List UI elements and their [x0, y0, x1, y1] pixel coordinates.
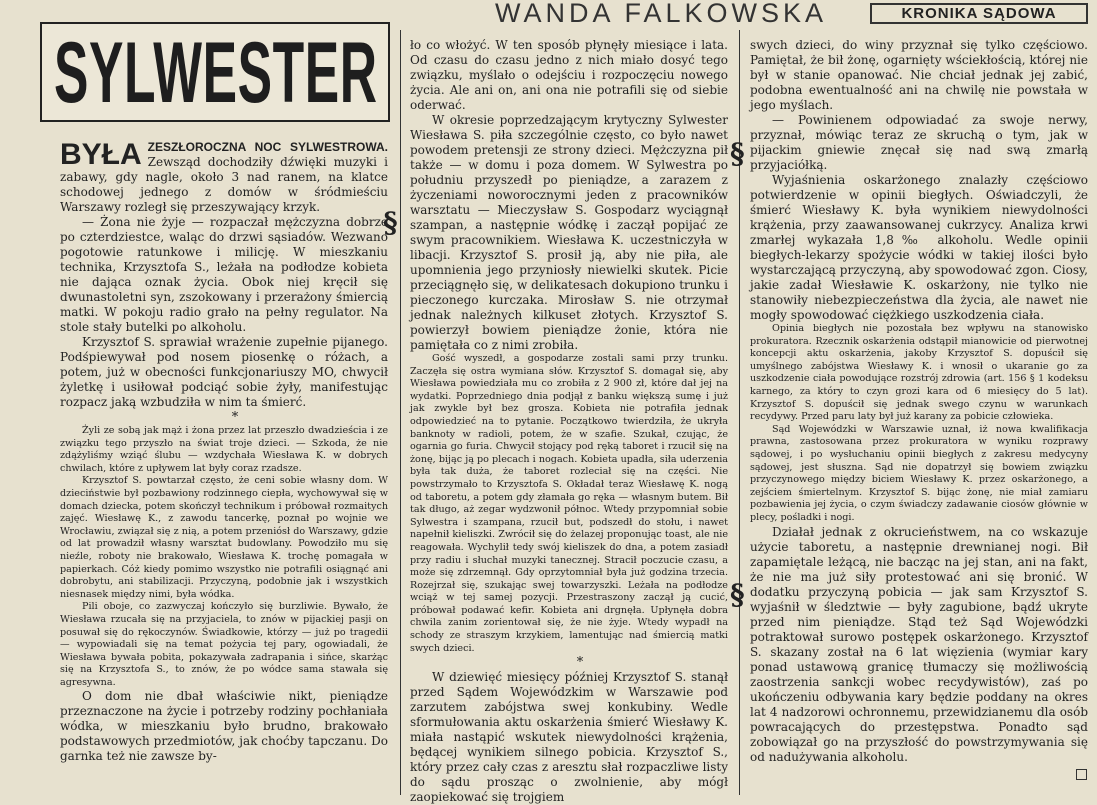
paragraph-small: Sąd Wojewódzki w Warszawie uznał, iż nowa kwalifikacja prawna, zastosowana przez prokuratora w wyniku rozprawy sądowej, i po wysłuchaniu opinii biegłych z zakresu medycyny sądowej, jest słuszna. Sąd nie dopatrzył się bowiem związku przyczynowego między biciem Wiesławy K. przez oskarżonego, a zejściem śmiertelnym. Krzysztof S. bijąc żonę, nie miał zamiaru pozbawienia jej życia, o czym świadczy zadawanie ciosów głównie w plecy, pośladki i nogi.	[750, 423, 1088, 523]
section-separator: *	[576, 655, 584, 671]
paragraph: Krzysztof S. sprawiał wrażenie zupełnie pijanego. Podśpiewywał pod nosem piosenkę o różach, a potem, już w obecności funkcjonariuszy MO, chwycił żyletkę i usiłował podciąć sobie żyły, manifestując rozpacz jaką wzbudziła w nim ta śmierć.	[60, 335, 388, 409]
lead-word: BYŁA	[60, 138, 142, 171]
paragraph-sign-right-gutter-top: §	[730, 137, 745, 170]
author-byline: WANDA FALKOWSKA	[495, 0, 828, 28]
paragraph: W okresie poprzedzającym krytyczny Sylwester Wiesława S. piła szczególnie często, co było nawet powodem pretensji ze strony dzieci. Mężczyzna pił także — w domu i poza domem. W Sylwestra po południu przyszedł po pieniądze, a zarazem z życzeniami noworocznymi jeden z pracowników warsztatu — Mieczysław S. Gospodarz wyciągnął szampan, a następnie wódkę i zaczął popijać ze swym pracownikiem. Wiesława K. uczestniczyła w libacji. Krzysztof S. prosił ją, aby nie piła, ale upomnienia jego przyniosły niewielki skutek. Picie przeciągnęło się, w delikatesach dokupiono trunku i pieczonego kurczaka. Mirosław S. nie otrzymał jednak należnych kilkuset złotych. Krzysztof S. powierzył bowiem pieniądze żonie, która nie pamiętała co z nimi zrobiła.	[410, 113, 728, 352]
paragraph-small: Opinia biegłych nie pozostała bez wpływu na stanowisko prokuratora. Rzecznik oskarżenia odstąpił mianowicie od pierwotnej koncepcji aktu oskarżenia, jakoby Krzysztof S. dopuścił się umyślnego zabójstwa Wiesławy K. i wnosił o ukaranie go za uszkodzenie ciała powodujące rozstrój zdrowia (art. 156 § 1 kodeksu karnego, za który to czyn grozi kara od 6 miesięcy do 5 lat). Krzysztof S. dopuścił się jednak swego czynu w warunkach recydywy. Przed paru laty był już karany za pobicie człowieka.	[750, 323, 1088, 423]
column-2	[410, 38, 728, 805]
section-label: KRONIKA SĄDOWA	[870, 3, 1088, 24]
paragraph: Wyjaśnienia oskarżonego znalazły częściowo potwierdzenie w opinii biegłych. Oświadczyli, że śmierć Wiesławy K. była wynikiem niewydolności krążenia, przy zaawansowanej cukrzycy. Analiza krwi zmarłej wykazała 1,8‰ alkoholu. Wedle opinii biegłych-lekarzy spożycie wódki w takiej ilości było wystarczającą przyczyną, aby spowodować zgon. Ciosy, jakie zadał Wiesławie K. oskarżony, nie tylko nie stanowiły niebezpieczeństwa dla życia, ale nawet nie mogły spowodować ciężkiego uszkodzenia ciała.	[750, 173, 1088, 322]
paragraph: ło co włożyć. W ten sposób płynęły miesiące i lata. Od czasu do czasu jedno z nich miało dosyć tego związku, myślało o odejściu i rozpoczęciu nowego życia. Ale ani on, ani ona nie potrafili się od siebie oderwać.	[410, 38, 728, 112]
paragraph-small: Pili oboje, co zazwyczaj kończyło się burzliwie. Bywało, że Wiesława rzucała się na przyjaciela, to znów w pijackiej pasji on posuwał się do rękoczynów. Świadkowie, którzy — już po tragedii — wypowiadali się na temat pożycia tej pary, ogowiadali, że Wiesława bywała pobita, pokazywała zadrapania i sińce, skarżąc się na Krzysztofa S., to znów, że po wódce sama stawała się agresywna.	[60, 601, 388, 688]
paragraph: O dom nie dbał właściwie nikt, pieniądze przeznaczone na życie i potrzeby rodziny pochłaniała wódka, w mieszkaniu było brudno, brakowało podstawowych przedmiotów, jak choćby tapczanu. Do garnka też nie zawsze by-	[60, 689, 388, 764]
column-1	[60, 140, 388, 795]
column-3	[750, 38, 1088, 795]
lead-caps: ZESZŁOROCZNA NOC SYLWESTROWA.	[147, 140, 388, 154]
section-separator: *	[231, 410, 239, 425]
paragraph-small: Krzysztof S. powtarzał często, że ceni sobie własny dom. W dzieciństwie był pozbawiony rodzinnego ciepła, wychowywał się w domach dziecka, potem skończył technikum i próbował rozmaitych zajęć. Wiesławę K., z zawodu tancerkę, poznał po wojnie we Wrocławiu, związał się z nią, a potem przeniósł do Warszawy, gdzie od lat prowadził własny warsztat budowlany. Powodziło mu się nieźle, roboty nie brakowało, Wiesława K. trochę pomagała w papierkach. Cóż kiedy pomimo wszystko nie potrafili osiągnąć ani dobrobytu, ani stabilizacji. Przyczyną, podobnie jak i wszystkich niesnasek między nimi, była wódka.	[60, 475, 388, 600]
paragraph-sign-right-gutter-bottom: §	[730, 578, 745, 611]
paragraph: — Powinienem odpowiadać za swoje nerwy, przyznał, mówiąc teraz ze skruchą o tym, jak w pijackim gniewie znęcał się nad swą zmarłą przyjaciółką.	[750, 113, 1088, 172]
paragraph-small: Żyli ze sobą jak mąż i żona przez lat przeszło dwadzieścia i ze związku tego przyszło na świat troje dzieci. — Szkoda, że nie zdążyliśmy wziąć ślubu — wzdychała Wiesława K. w dobrych chwilach, które z upływem lat były coraz rzadsze.	[60, 425, 388, 474]
paragraph-small: Gość wyszedł, a gospodarze zostali sami przy trunku. Zaczęła się ostra wymiana słów. Krzysztof S. domagał się, aby Wiesława powiedziała mu co zrobiła z 2 900 zł, które dał jej na wydatki. Poprzedniego dnia podjął z banku większą sumę i już jak zwykle był bez grosza. Kobieta nie potrafiła jednak odpowiedzieć na to pytanie. Początkowo twierdziła, że ukryła banknoty w radioli, potem, że w szafie. Szukał, czując, że ogarnia go furia. Chwycił stojący pod ręką taboret i rzucił się na żonę, bijąc ją po plecach i nogach. Kobieta upadła, siła uderzenia była tak duża, że taboret rozleciał się na części. Nie powstrzymało to Krzysztofa S. Okładał teraz Wiesławę K. nogą od taboretu, a potem gdy złamała go ręka — własnym butem. Bił tak długo, aż zegar wydzwonił północ. Wtedy przypomniał sobie Sylwestra i szampana, rzucił but, podszedł do stołu, i nawet napełnił kieliszki. Zwrócił się do żelazej proponując toast, ale nie reagowała. Wychylił tedy swój kieliszek do dna, a potem zasiadł przy radiu i słuchał muzyki tanecznej. Stracił poczucie czasu, a może się zdrzemnął. Gdy oprzytomniał była już godzina trzecia. Rozejrzał się, szukając swej towarzyszki. Leżała na podłodze wciąż w tej samej pozycji. Przestraszony zaczął ją cucić, próbował podawać kefir. Kobieta ani drgnęła. Upłynęła dobra chwila zanim zorientował się, że nie żyje. Wtedy wypadł na schody ze straszym krzykiem, lamentując nad śmiercią matki swych dzieci.	[410, 353, 728, 654]
paragraph: — Żona nie żyje — rozpaczał mężczyzna dobrze po czterdziestce, waląc do drzwi sąsiadów. Wezwano pogotowie ratunkowe i milicję. W mieszkaniu technika, Krzysztofa S., leżała na podłodze kobieta nie dająca oznak życia. Obok niej kręcił się dwunastoletni syn, zszokowany i przerażony śmiercią matki. W pokoju radio grało na pełny regulator. Na stole stały butelki po alkoholu.	[60, 215, 388, 334]
paragraph: Działał jednak z okrucieństwem, na co wskazuje użycie taboretu, a następnie drewnianej nogi. Bił zapamiętale leżącą, nie bacząc na jej stan, ani na fakt, że nie ma już siły protestować ani się bronić. W dodatku przyczyną pobicia — jak sam Krzysztof S. wyjaśnił w śledztwie — były zagubione, bądź ukryte przed nim pieniądze. Stąd też Sąd Wojewódzki potraktował surowo postępek oskarżonego. Krzysztof S. skazany został na 6 lat więzienia (wymiar kary ponad ustawową granicę tłumaczy się możliwością zaostrzenia sankcji wobec recydywistów), zaś po ukończeniu odbywania kary będzie poddany na okres lat 4 nadzorowi ochronnemu, przewidzianemu dla osób powracających do przestępstwa. Ponadto sąd zobowiązał go na przyszłość do powstrzymywania się od nadużywania alkoholu.	[750, 524, 1088, 764]
end-mark	[1076, 769, 1087, 780]
article-title: SYLWESTER	[54, 25, 378, 121]
paragraph-sign-left-gutter: §	[383, 206, 398, 239]
lead-paragraph	[60, 140, 388, 215]
lead-text: Zewsząd dochodziły dźwięki muzyki i zabawy, gdy nagle, około 3 nad ranem, na klatce schodowej jednego z domów w śródmieściu Warszawy rozległ się przeszywający krzyk.	[60, 155, 388, 214]
paragraph: W dziewięć miesięcy później Krzysztof S. stanął przed Sądem Wojewódzkim w Warszawie pod zarzutem zabójstwa swej konkubiny. Wedle sformułowania aktu oskarżenia śmierć Wiesławy K. miała nastąpić wskutek niewydolności krążenia, będącej wynikiem silnego pobicia. Krzysztof S., który przez cały czas z aresztu słał rozpaczliwe listy do sądu prosząc o zwolnienie, aby mógł zaopiekować się trojgiem	[410, 670, 728, 805]
paragraph: swych dzieci, do winy przyznał się tylko częściowo. Pamiętał, że bił żonę, ogarnięty wściekłością, której nie był w stanie opanować. Nie chciał jednak jej zabić, podobna ewentualność ani na chwilę nie powstała w jego myślach.	[750, 38, 1088, 112]
column-rule-left	[400, 30, 401, 795]
